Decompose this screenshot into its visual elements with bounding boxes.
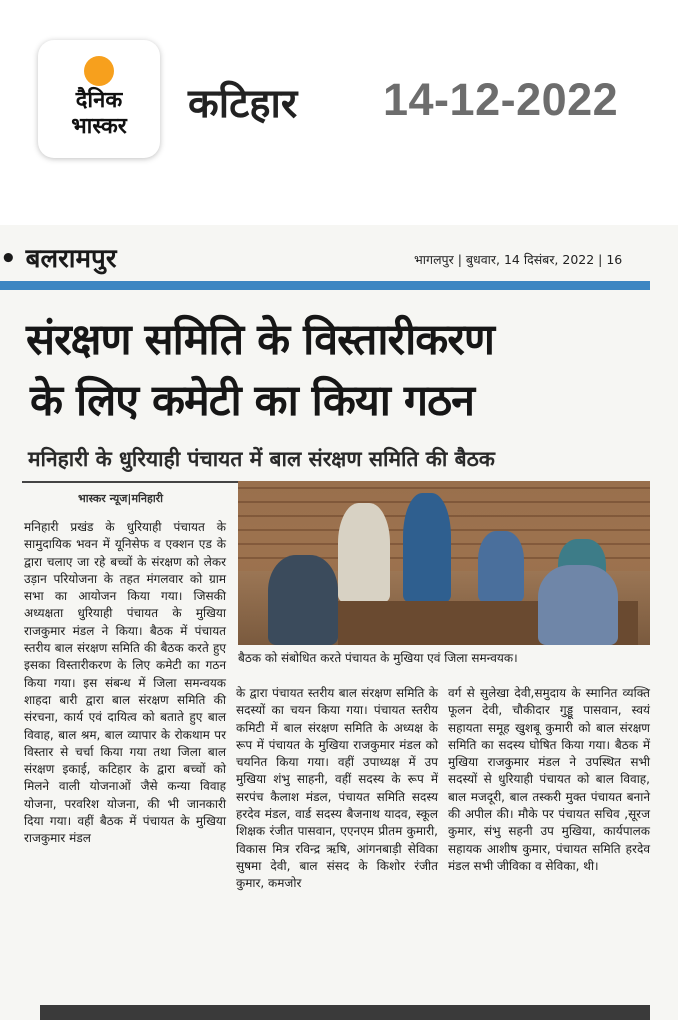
newspaper-clipping (0, 225, 678, 1020)
byline: भास्कर न्यूज|मनिहारी (78, 492, 164, 505)
article-column-3: वर्ग से सुलेखा देवी,समुदाय के स्मानित व्यक्ति फूलन देवी, चौकीदार गुड्डू पासवान, स्वयं सहायता समूह खुशबू कुमारी को बाल संरक्षण समिति का सदस्य घोषित किया गया। बैठक में मुखिया राजकुमार मंडल ने उपस्थित सभी सदस्यों से धुरियाही पंचायत को बाल विवाह, बाल मजदूरी, बाल तस्करी मुक्त पंचायत बनाने की अपील की। मौके पर पंचायत सचिव ,सूरज कुमार, संभु सहनी उप मुखिया, कार्यपालक सहायक आशीष कुमार, पंचायत समिति हरदेव मंडल सभी जीविका व सेविका, थी। (448, 686, 650, 873)
section-label: • बलरामपुर (0, 244, 117, 274)
person-figure (538, 565, 618, 645)
section-rule (0, 281, 650, 290)
person-figure (478, 531, 524, 603)
article-column-2: के द्वारा पंचायत स्तरीय बाल संरक्षण समिति के सदस्यों का चयन किया गया। पंचायत स्तरीय कमिटी में बाल संरक्षण समिति के अध्यक्ष के रूप में पंचायत के मुखिया राजकुमार मंडल को चयनित किया गया। वहीं उपाध्यक्ष में उप मुखिया शंभु साहनी, वहीं सदस्य के रूप में सरपंच कैलाश मंडल, पंचायत समिति सदस्य हरदेव मंडल, वार्ड सदस्य बैजनाथ यादव, स्कूल शिक्षक रंजीत पासवान, एएनएम प्रीतम कुमारी, विकास मित्र रविन्द्र ऋषि, आंगनबाड़ी सेविका सुषमा देवी, बाल संसद के किशोर रंजीत कुमार, कमजोर (236, 686, 438, 891)
logo-text-line2: भास्कर (71, 114, 127, 139)
dateline: भागलपुर | बुधवार, 14 दिसंबर, 2022 | 16 (414, 252, 623, 267)
headline-line2: के लिए कमेटी का किया गठन (30, 376, 474, 426)
logo-text-line1: दैनिक (75, 88, 123, 113)
next-article-strip (40, 1005, 650, 1020)
photo-caption: बैठक को संबोधित करते पंचायत के मुखिया एवं जिला समन्वयक। (238, 651, 518, 665)
city-title: कटिहार (188, 81, 298, 127)
person-figure (268, 555, 338, 645)
dainik-bhaskar-logo[interactable] (38, 40, 160, 158)
meeting-photo (238, 481, 650, 645)
sun-icon (84, 56, 114, 86)
app-header (0, 0, 678, 190)
headline-line1: संरक्षण समिति के विस्तारीकरण (26, 315, 494, 365)
subheadline: मनिहारी के धुरियाही पंचायत में बाल संरक्षण समिति की बैठक (28, 447, 495, 471)
person-figure (403, 493, 451, 603)
article-column-1: मनिहारी प्रखंड के धुरियाही पंचायत के सामुदायिक भवन में यूनिसेफ व एक्शन एड के द्वारा चलाए जा रहे बच्चों के संरक्षण को लेकर उड़ान परियोजना के तहत मंगलवार को ग्राम सभा का आयोजन किया गया। जिसकी अध्यक्षता धुरियाही पंचायत के मुखिया राजकुमार मंडल ने किया। बैठक में पंचायत स्तरीय बाल संरक्षण समिति की बैठक करते हुए इसका विस्तारीकरण के लिए कमेटी का गठन किया गया। इस संबन्ध में जिला समन्वयक शाहदा बारी द्वारा बाल संरक्षण समिति की संरचना, कार्य एवं दायित्व को बताते हुए बाल विवाह, बाल श्रम, बाल व्यापार के रोकथाम पर विस्तार से चर्चा किया गया तथा जिला बाल संरक्षण इकाई, कटिहार के द्वारा बच्चों को मिलने वाली योजनाओं जैसे कन्या विवाह योजना, परवरिश योजना, की भी जानकारी दिया गया। वहीं बैठक में पंचायत के मुखिया राजकुमार मंडल (24, 520, 226, 846)
edition-date: 14-12-2022 (383, 74, 619, 125)
person-figure (338, 503, 390, 603)
